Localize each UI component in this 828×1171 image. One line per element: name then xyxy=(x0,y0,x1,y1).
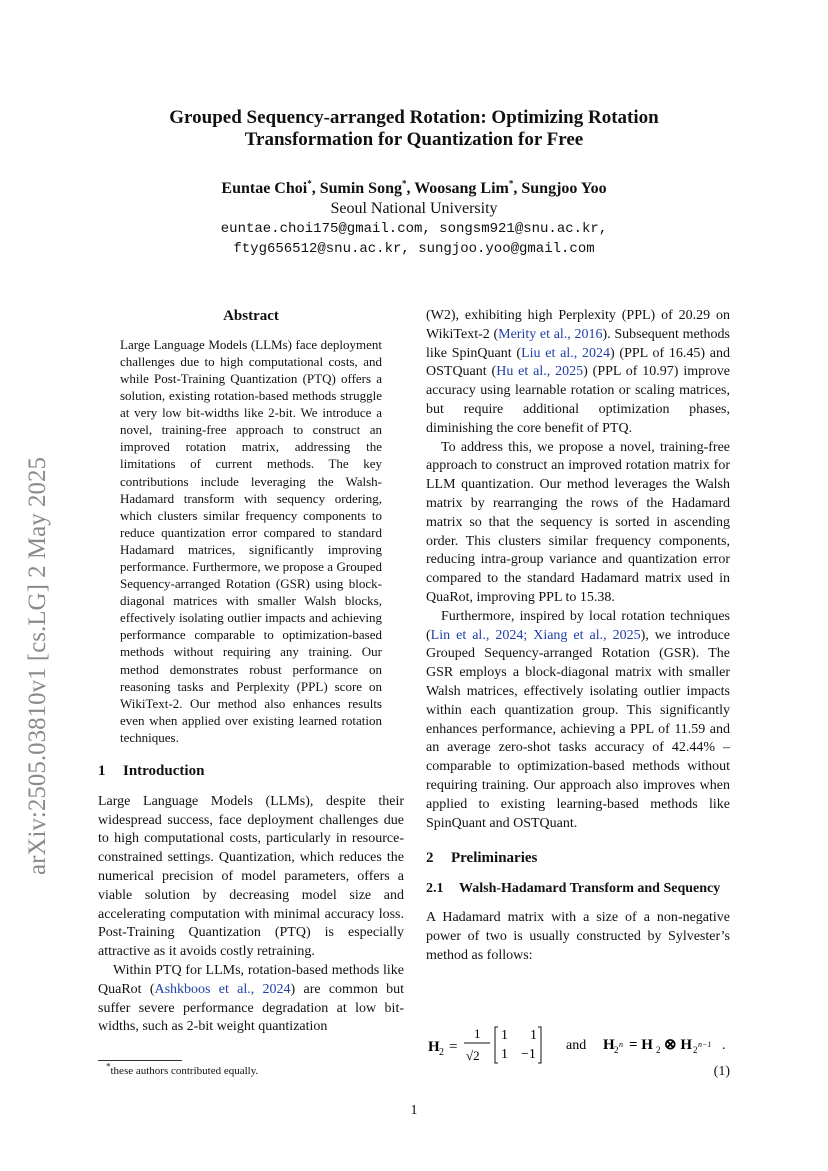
subsection-heading xyxy=(426,880,730,899)
text-run: ) (PPL of 10.97) improve accuracy using learnable rotation or scaling matrices, but require additional optimization phases, diminishing the core benefit of PTQ. xyxy=(426,364,730,436)
equation-number: (1) xyxy=(713,1064,730,1079)
citation-link[interactable]: Merity et al., 2016 xyxy=(498,326,603,342)
footnote-text: these authors contributed equally. xyxy=(110,1065,259,1077)
text-run: ) (PPL of 16.45) and OSTQuant ( xyxy=(426,345,731,380)
title-line-1: Grouped Sequency-arranged Rotation: Optimizing Rotation xyxy=(169,107,659,128)
eq-frac-num: 1 xyxy=(474,1026,481,1041)
eq-rhs-exp: n xyxy=(619,1040,623,1049)
equal-contribution-marker: * xyxy=(307,178,312,189)
citation-link[interactable]: Lin et al., 2024; Xiang et al., 2025 xyxy=(430,627,641,643)
section-heading-introduction xyxy=(98,762,404,781)
section-number: 1 xyxy=(98,763,106,780)
eq-lhs-sub: 2 xyxy=(439,1047,444,1058)
abstract-text: Large Language Models (LLMs) face deployment challenges due to high computational costs, and while Post-Training Quantization (PTQ) offers a solution, existing rotation-based methods struggle at very low bit-widths like 2-bit. We introduce a novel, training-free approach to construct an improved rotation matrix, addressing the limitations of current methods. The key contributions include leveraging the Walsh-Hadamard transform with sequency ordering, which clusters similar frequency components to reduce quantization error compared to standard Hadamard matrices, significantly improving performance. Furthermore, we propose a Grouped Sequency-arranged Rotation (GSR) using block-diagonal matrices with smaller Walsh blocks, effectively isolating outlier impacts and achieving performance comparable to optimization-based methods without requiring any training. Our method demonstrates robust performance on reasoning tasks and Perplexity (PPL) score on WikiText-2. Our method also enhances results even when applied over existing learned rotation techniques. xyxy=(120,336,382,745)
page-number: 1 xyxy=(410,1103,418,1118)
left-bracket-icon xyxy=(495,1027,498,1063)
eq-and: and xyxy=(566,1038,587,1053)
preliminaries-paragraph-1: A Hadamard matrix with a size of a non-negative power of two is usually constructed by Sylvester’s method as follows: xyxy=(426,909,730,963)
section-number: 2 xyxy=(426,850,434,867)
equal-contribution-marker: * xyxy=(401,178,407,189)
abstract-heading: Abstract xyxy=(223,308,279,324)
author-block xyxy=(100,179,728,259)
eq-rhs-eq-H: = H xyxy=(629,1037,653,1053)
author-emails-line-1: euntae.choi175@gmail.com, songsm921@snu.ac.kr, xyxy=(220,221,608,237)
affiliation: Seoul National University xyxy=(330,200,498,217)
section-heading-preliminaries xyxy=(426,849,730,868)
eq-equals: = xyxy=(449,1039,458,1055)
text-run: ), we introduce Grouped Sequency-arranged Rotation (GSR). The GSR employs a block-diagonal matrix with smaller Walsh matrices, effectively isolating outlier impacts within each quantization group. This significantly enhances performance, achieving a PPL of 11.59 and an average zero-shot tasks accuracy of 42.44% – comparable to optimization-based methods without requiring training. Our approach also improves when applied to existing learning-based methods like SpinQuant and OSTQuant. xyxy=(426,627,730,831)
author-name: Woosang Lim xyxy=(414,180,509,197)
section-title: Introduction xyxy=(123,763,205,780)
citation-link[interactable]: Liu et al., 2024 xyxy=(521,345,610,361)
text-run: ) are common but suffer severe performance degradation at low bit-widths, such as 2-bit weight quantization xyxy=(98,981,405,1035)
footnote xyxy=(106,1061,259,1077)
intro-paragraph-1: Large Language Models (LLMs), despite their widespread success, face deployment challenges due to high computational costs, particularly in resource-constrained settings. Quantization, which reduces the numerical precision of model parameters, offers a viable solution by decreasing model size and accelerating computation with minimal accuracy loss. Post-Training Quantization (PTQ) is especially attractive as it avoids costly retraining. xyxy=(98,793,404,960)
text-run: (W2), exhibiting high Perplexity (PPL) of 20.29 on WikiText-2 ( xyxy=(426,308,730,342)
subsection-number: 2.1 xyxy=(426,881,444,897)
text-run: Within PTQ for LLMs, rotation-based methods like QuaRot ( xyxy=(98,963,404,997)
right-bracket-icon xyxy=(538,1027,541,1063)
eq-rhs-sub: 2 xyxy=(656,1045,661,1055)
author-name: Sungjoo Yoo xyxy=(521,180,607,197)
intro-paragraph-5 xyxy=(426,608,730,834)
title-line-2: Transformation for Quantization for Free xyxy=(244,129,584,150)
intro-paragraph-3 xyxy=(426,307,730,439)
eq-period: . xyxy=(722,1038,726,1053)
section-title: Preliminaries xyxy=(451,850,538,867)
author-name: Sumin Song xyxy=(319,180,402,197)
equation-graphic xyxy=(426,1023,730,1067)
eq-rhs-sub: 2 xyxy=(614,1045,619,1055)
matrix-entry: 1 xyxy=(501,1047,508,1062)
author-name: Euntae Choi xyxy=(221,180,308,197)
eq-lhs: H xyxy=(428,1039,440,1055)
matrix-entry: 1 xyxy=(530,1028,537,1043)
text-run: ). Subsequent methods like SpinQuant ( xyxy=(426,326,731,361)
eq-frac-den: √2 xyxy=(466,1048,480,1063)
eq-rhs-otimes-H: ⊗ H xyxy=(664,1037,692,1053)
citation-link[interactable]: Ashkboos et al., 2024 xyxy=(154,981,291,997)
matrix-entry: 1 xyxy=(501,1028,508,1043)
citation-link[interactable]: Hu et al., 2025 xyxy=(496,364,584,380)
text-run: Furthermore, inspired by local rotation techniques ( xyxy=(426,608,730,643)
footnote-marker: * xyxy=(106,1061,111,1072)
left-column xyxy=(98,307,404,1037)
eq-rhs-sub: 2 xyxy=(693,1045,698,1055)
matrix-entry: −1 xyxy=(521,1047,536,1062)
intro-paragraph-2 xyxy=(98,962,404,1037)
right-column xyxy=(426,307,730,965)
equation-1 xyxy=(426,1023,730,1067)
eq-rhs-exp: n−1 xyxy=(698,1040,712,1049)
paper-title xyxy=(100,107,728,151)
eq-rhs-H: H xyxy=(603,1037,615,1053)
author-emails-line-2: ftyg656512@snu.ac.kr, sungjoo.yoo@gmail.com xyxy=(233,241,595,257)
subsection-title: Walsh-Hadamard Transform and Sequency xyxy=(459,881,721,897)
arxiv-identifier-stamp: arXiv:2505.03810v1 [cs.LG] 2 May 2025 xyxy=(24,457,51,875)
equal-contribution-marker: * xyxy=(508,178,514,189)
intro-paragraph-4: To address this, we propose a novel, training-free approach to construct an improved rotation matrix for LLM quantization. Our method leverages the Walsh matrix by rearranging the rows of the Hadamard matrix so that the sequency is sorted in ascending order. This clusters similar frequency components, reducing intra-group variance and quantization error compared to the standard Hadamard matrix used in QuaRot, improving PPL to 15.38. xyxy=(426,439,730,605)
author-names: Euntae Choi*, Sumin Song*, Woosang Lim*, Sungjoo Yoo xyxy=(221,178,607,197)
abstract-body xyxy=(98,336,404,746)
